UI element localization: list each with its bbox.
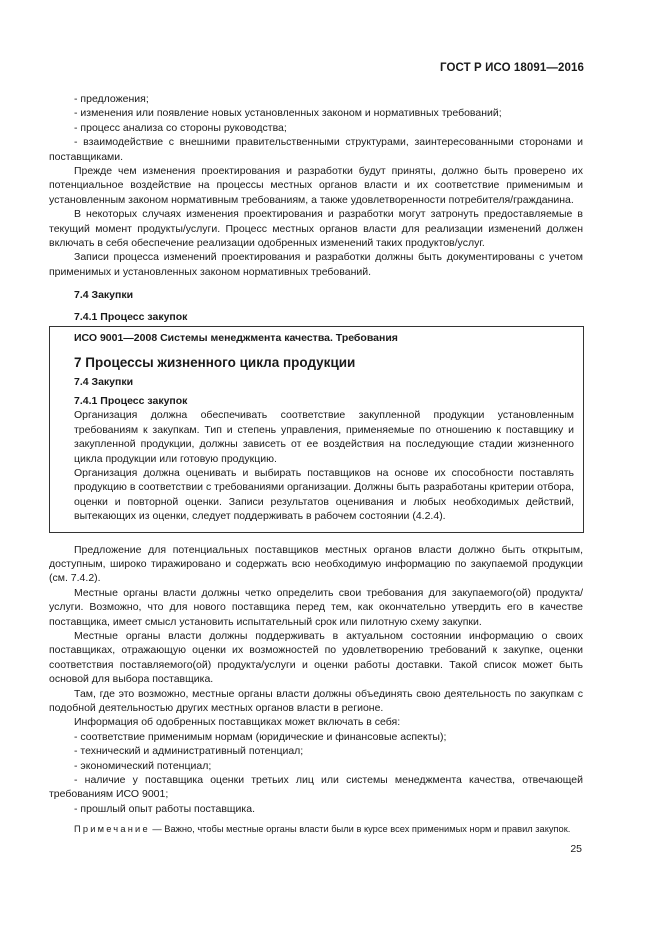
standard-code: ГОСТ Р ИСО 18091—2016	[439, 62, 584, 74]
box-chapter-heading: 7 Процессы жизненного цикла продукции	[74, 354, 356, 370]
list-item: - предложения;	[74, 93, 149, 105]
paragraph: Предложение для потенциальных поставщиков местных органов власти должно быть открытым, доступным, широко тиражировано и содержать всю необходимую информацию по закупаемой продукции (см. 7.4.2).	[49, 543, 583, 585]
section-heading: 7.4 Закупки	[74, 289, 134, 302]
paragraph: Прежде чем изменения проектирования и разработки будут приняты, должно быть проверено их потенциальное воздействие на процессы местных органов власти и их соответствие применимым и установленным законом нормативным требованиям, а также удовлетворенности потребителя/гражданина.	[49, 165, 583, 206]
paragraph: В некоторых случаях изменения проектирования и разработки могут затронуть предоставляемые в текущий момент продукты/услуги. Процесс местных органов власти для реализации изменений должен включать в себя обеспечение реализации одобренных изменений таких продуктов/услуг.	[49, 208, 583, 250]
box-subsection-heading: 7.4.1 Процесс закупок	[74, 394, 188, 407]
paragraph: Информация об одобренных поставщиках может включать в себя:	[74, 716, 401, 729]
list-item: - изменения или появление новых установленных законом и нормативных требований;	[74, 107, 502, 120]
box-paragraph: Организация должна обеспечивать соответствие закупленной продукции установленным требованиям к закупкам. Тип и степень управления, применяемые по отношению к поставщику и закупленной продукции, должны зависеть от ее воздействия на последующие стадии жизненного цикла продукции или готовую продукцию.	[74, 409, 574, 465]
note-text: — Важно, чтобы местные органы власти были в курсе всех применимых норм и правил закупок.	[149, 824, 571, 835]
list-item: - взаимодействие с внешними правительственными структурами, заинтересованными сторонами и поставщиками.	[49, 136, 583, 163]
list-item: - технический и административный потенциал;	[74, 745, 304, 758]
note-label: Примечание	[74, 824, 150, 835]
page-body	[49, 92, 583, 836]
list-item: - экономический потенциал;	[74, 759, 212, 772]
list-item: - соответствие применимым нормам (юридические и финансовые аспекты);	[74, 730, 447, 743]
paragraph: Там, где это возможно, местные органы власти должны объединять свою деятельность по закупкам с подобной деятельностью других местных органов власти в регионе.	[49, 687, 583, 715]
quoted-standard-box	[49, 326, 584, 532]
list-item: - процесс анализа со стороны руководства;	[74, 121, 287, 134]
box-paragraph: Организация должна оценивать и выбирать поставщиков на основе их способности поставлять продукцию в соответствии с требованиями организации. Должны быть разработаны критерии отбора, оценки и повторной оценки. Записи результатов оценивания и любых необходимых действий, вытекающих из оценки, следует поддерживать в рабочем состоянии (4.2.4).	[74, 466, 574, 523]
list-item: - прошлый опыт работы поставщика.	[74, 802, 256, 815]
box-section-heading: 7.4 Закупки	[74, 375, 134, 388]
paragraph: Местные органы власти должны поддерживать в актуальном состоянии информацию о своих поставщиках, отражающую оценки их возможностей по удовлетворению требований к закупке, оценки соответствия поставляемого(ой) продукта/услуги и оценки работы доставки. Такой список может быть основой для выбора поставщика.	[49, 630, 583, 686]
paragraph: Местные органы власти должны четко определить свои требования для закупаемого(ой) продукта/услуги. Возможно, что для нового поставщика перед тем, как окончательно утвердить его в качестве поставщика, имеет смысл установить испытательный срок или пилотную схему закупки.	[49, 586, 583, 628]
box-title: ИСО 9001—2008 Системы менеджмента качества. Требования	[74, 332, 398, 345]
subsection-heading: 7.4.1 Процесс закупок	[74, 310, 188, 323]
list-item: - наличие у поставщика оценки третьих лиц или системы менеджмента качества, отвечающей требованиям ИСО 9001;	[49, 774, 583, 801]
page-number: 25	[570, 843, 582, 855]
note	[49, 822, 583, 836]
paragraph: Записи процесса изменений проектирования и разработки должны быть документированы с учетом применимых и установленных законом нормативных требований.	[49, 251, 583, 278]
